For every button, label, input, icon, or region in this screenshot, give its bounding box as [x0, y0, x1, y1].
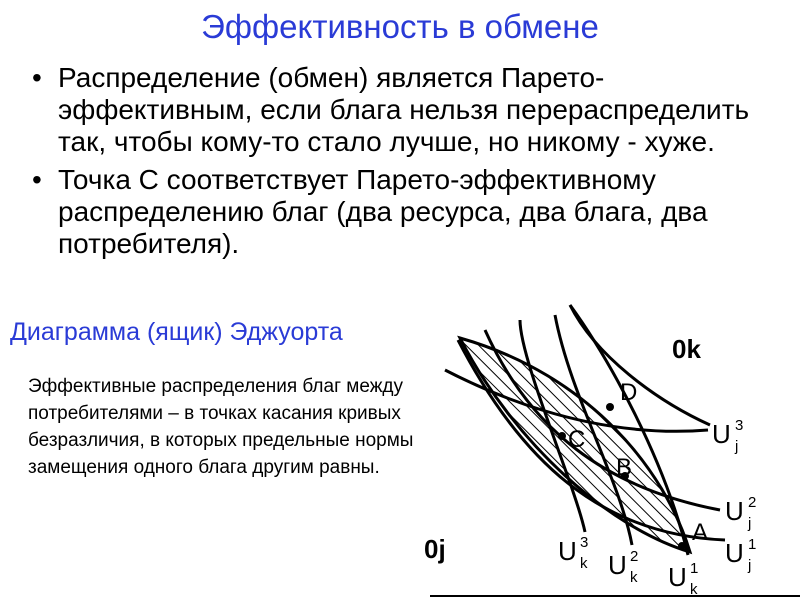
bullet-point-c: • Точка С соответствует Парето-эффективному распределению благ (два ресурса, два блага, два потребителя).	[32, 164, 792, 260]
svg-text:U: U	[668, 562, 687, 592]
svg-text:3: 3	[580, 534, 589, 551]
edgeworth-box-diagram	[420, 300, 800, 600]
label-uj1	[725, 536, 756, 574]
label-uj3	[712, 417, 743, 455]
svg-text:k: k	[630, 569, 638, 586]
point-a-marker	[678, 542, 686, 550]
bullet-list	[32, 62, 792, 266]
svg-text:k: k	[690, 581, 698, 598]
svg-text:2: 2	[748, 494, 757, 511]
svg-text:3: 3	[735, 417, 744, 434]
svg-text:U: U	[725, 496, 744, 526]
efficiency-note: Эффективные распределения благ между потребителями – в точках касания кривых безразличия, в которых предельные нормы замещения одного блага другим равны.	[28, 376, 414, 478]
svg-text:U: U	[725, 538, 744, 568]
svg-text:j: j	[748, 557, 752, 574]
svg-text:2: 2	[630, 548, 639, 565]
point-c-label: C	[568, 426, 586, 453]
svg-text:k: k	[580, 555, 588, 572]
point-b-label: B	[616, 454, 633, 481]
svg-text:1: 1	[690, 560, 699, 577]
svg-text:U: U	[712, 419, 731, 449]
point-c-marker	[558, 432, 566, 440]
point-d-marker	[606, 403, 614, 411]
point-a-label: A	[692, 519, 709, 546]
origin-k-label: 0k	[672, 334, 701, 364]
slide-title: Эффективность в обмене	[201, 8, 599, 45]
svg-text:j: j	[735, 438, 739, 455]
label-uk1	[668, 560, 698, 598]
svg-text:U: U	[608, 550, 627, 580]
svg-text:1: 1	[748, 536, 757, 553]
bullet-pareto-definition: • Распределение (обмен) является Парето-эффективным, если блага нельзя перераспределить так, чтобы кому-то стало лучше, но никому - хуже.	[32, 62, 792, 158]
diagram-subtitle: Диаграмма (ящик) Эджуорта	[10, 318, 343, 346]
label-uj2	[725, 494, 756, 532]
label-uk2	[608, 548, 638, 586]
label-uk3	[558, 534, 588, 572]
origin-j-label: 0j	[424, 534, 446, 564]
svg-text:U: U	[558, 536, 577, 566]
svg-text:j: j	[748, 515, 752, 532]
point-d-label: D	[620, 379, 638, 406]
